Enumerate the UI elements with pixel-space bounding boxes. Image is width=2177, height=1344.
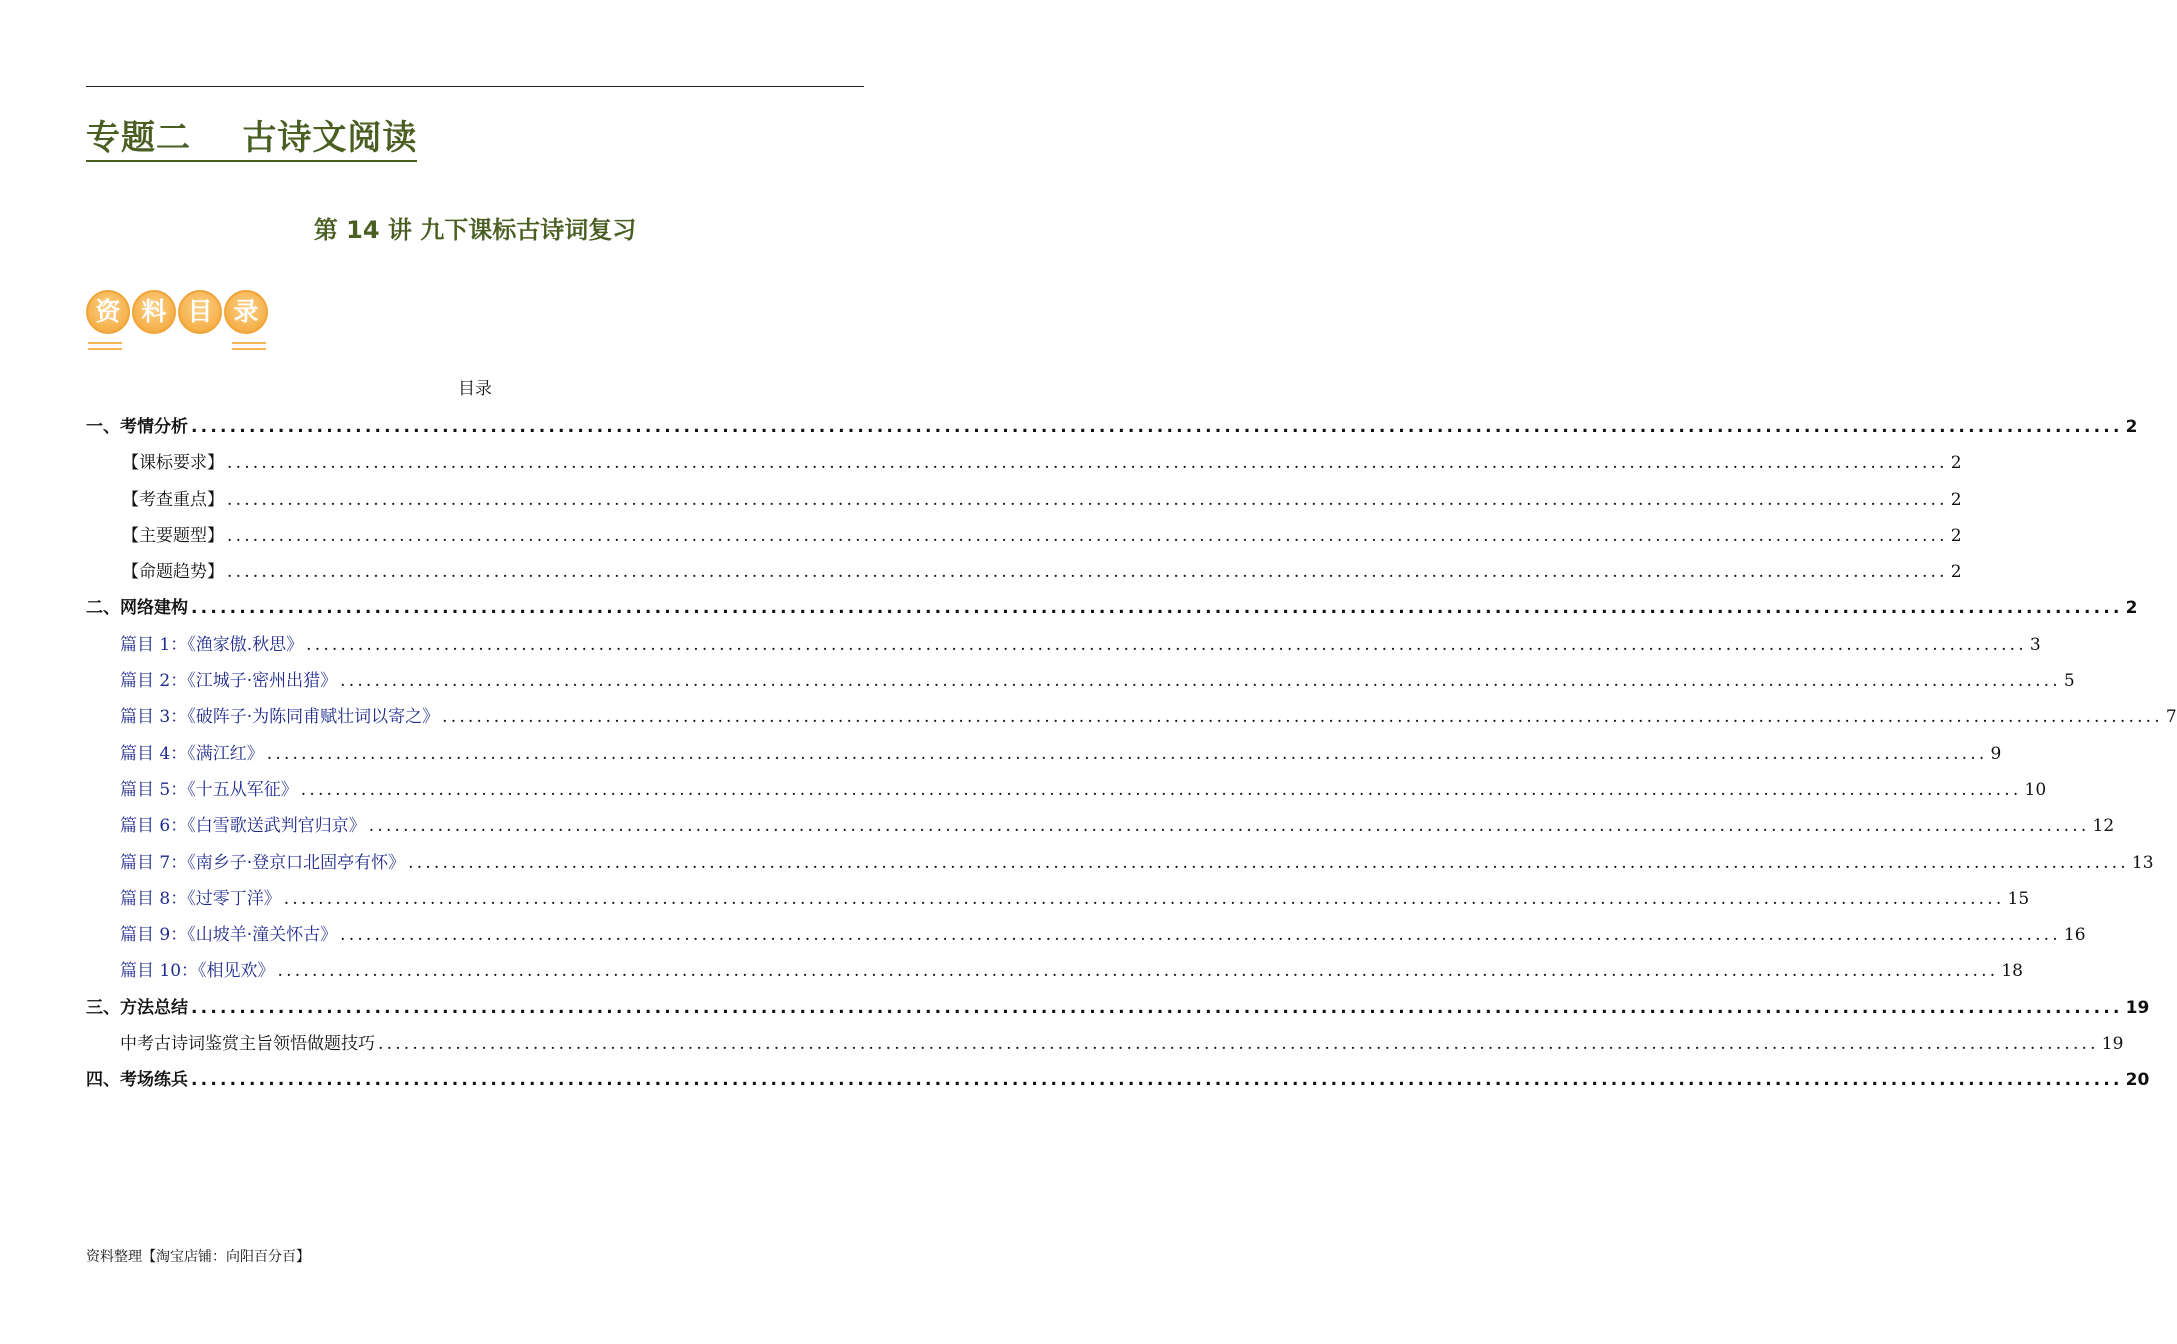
toc-entry-label: 三、方法总结: [86, 997, 188, 1018]
toc-entry-label: 篇目 7：《南乡子·登京口北固亭有怀》: [120, 852, 406, 873]
toc-leader-dots: ........................................................................................................................................................................................................: [306, 634, 2027, 655]
toc-entry[interactable]: [86, 666, 2075, 702]
toc-entry[interactable]: [86, 993, 2150, 1029]
toc-leader-dots: ........................................................................................................................................................................................................: [191, 997, 2123, 1018]
toc-leader-dots: ........................................................................................................................................................................................................: [368, 816, 2090, 837]
toc-entry-page: 5: [2063, 671, 2075, 692]
toc-entry-page: 16: [2063, 925, 2086, 946]
toc-leader-dots: ........................................................................................................................................................................................................: [277, 961, 1999, 982]
toc-entry[interactable]: [86, 593, 2138, 629]
toc-entry-page: 18: [2001, 961, 2023, 982]
toc-entry-page: 15: [2007, 888, 2030, 909]
badge-char-1: 资: [86, 290, 130, 334]
toc-entry[interactable]: [86, 920, 2086, 956]
toc-leader-dots: ........................................................................................................................................................................................................: [227, 489, 1948, 510]
toc-entry[interactable]: [86, 448, 1962, 484]
toc-leader-dots: ........................................................................................................................................................................................................: [191, 1070, 2123, 1091]
toc-leader-dots: ........................................................................................................................................................................................................: [283, 888, 2005, 909]
toc-entry-page: 20: [2125, 1070, 2150, 1091]
badge-underline: [232, 348, 266, 350]
toc-entry-page: 2: [1950, 562, 1962, 583]
toc-entry-label: 篇目 4：《满江红》: [120, 743, 264, 764]
toc-entry-label: 篇目 6：《白雪歌送武判官归京》: [120, 816, 366, 837]
badge-underline: [88, 342, 122, 344]
toc-leader-dots: ........................................................................................................................................................................................................: [408, 852, 2129, 873]
toc-entry-page: 19: [2101, 1034, 2124, 1055]
toc-entry-page: 9: [1990, 743, 2002, 764]
toc-entry-label: 篇目 9：《山坡羊·潼关怀古》: [120, 925, 338, 946]
toc-entry[interactable]: [86, 485, 1962, 521]
toc-leader-dots: ........................................................................................................................................................................................................: [340, 925, 2061, 946]
toc-entry-page: 2: [1950, 525, 1962, 546]
footer-text: 资料整理【淘宝店铺：向阳百分百】: [86, 1249, 310, 1265]
toc-entry-label: 篇目 1：《渔家傲.秋思》: [120, 634, 304, 655]
badge-underline: [88, 348, 122, 350]
table-of-contents: [86, 412, 2177, 1102]
toc-entry[interactable]: [86, 557, 1962, 593]
toc-entry-label: 篇目 3：《破阵子·为陈同甫赋壮词以寄之》: [120, 707, 440, 728]
toc-entry-label: 篇目 2：《江城子·密州出猎》: [120, 671, 338, 692]
toc-leader-dots: ........................................................................................................................................................................................................: [340, 671, 2061, 692]
topic-title: 专题二 古诗文阅读: [86, 116, 417, 162]
toc-entry-page: 2: [1950, 489, 1962, 510]
toc-entry-label: 篇目 5：《十五从军征》: [120, 779, 298, 800]
toc-leader-dots: ........................................................................................................................................................................................................: [191, 598, 2123, 619]
toc-entry[interactable]: [86, 1065, 2150, 1101]
toc-entry[interactable]: [86, 884, 2030, 920]
toc-leader-dots: ........................................................................................................................................................................................................: [227, 525, 1948, 546]
toc-entry[interactable]: [86, 775, 2047, 811]
lecture-title: 第 14 讲 九下课标古诗词复习: [313, 216, 637, 244]
toc-entry-page: 2: [2125, 417, 2138, 437]
toc-entry-label: 【课标要求】: [122, 453, 224, 474]
toc-entry[interactable]: [86, 811, 2115, 847]
toc-entry[interactable]: [86, 848, 2154, 884]
toc-entry[interactable]: [86, 630, 2041, 666]
toc-leader-dots: ........................................................................................................................................................................................................: [227, 562, 1948, 583]
toc-entry-label: 【主要题型】: [122, 525, 224, 546]
toc-leader-dots: ........................................................................................................................................................................................................: [378, 1034, 2099, 1055]
toc-entry-page: 2: [2125, 598, 2138, 619]
badge-underline: [232, 342, 266, 344]
toc-leader-dots: ........................................................................................................................................................................................................: [266, 743, 1988, 764]
toc-entry-page: 10: [2024, 779, 2047, 800]
toc-entry-label: 四、考场练兵: [86, 1070, 188, 1091]
toc-leader-dots: ........................................................................................................................................................................................................: [227, 453, 1948, 474]
toc-entry[interactable]: [86, 956, 2023, 992]
toc-entry-page: 3: [2029, 634, 2041, 655]
toc-entry[interactable]: [86, 702, 2177, 738]
badge-char-3: 目: [178, 290, 222, 334]
toc-entry-label: 二、网络建构: [86, 598, 188, 619]
toc-entry-page: 19: [2125, 997, 2150, 1018]
toc-entry[interactable]: [86, 412, 2138, 448]
toc-entry-label: 篇目 10：《相见欢》: [120, 961, 275, 982]
badge-char-2: 料: [132, 290, 176, 334]
toc-entry-page: 13: [2131, 852, 2154, 873]
toc-heading: 目录: [458, 379, 492, 399]
toc-leader-dots: ........................................................................................................................................................................................................: [442, 707, 2163, 728]
toc-entry-page: 7: [2165, 707, 2177, 728]
toc-entry-page: 12: [2092, 816, 2115, 837]
contents-badge: [86, 288, 276, 354]
toc-entry[interactable]: [86, 521, 1962, 557]
header-rule: [86, 86, 864, 87]
toc-entry-label: 篇目 8：《过零丁洋》: [120, 888, 281, 909]
toc-leader-dots: ........................................................................................................................................................................................................: [300, 779, 2022, 800]
toc-entry-label: 一、考情分析: [86, 417, 188, 437]
toc-entry-page: 2: [1950, 453, 1962, 474]
toc-entry-label: 中考古诗词鉴赏主旨领悟做题技巧: [120, 1034, 375, 1055]
toc-leader-dots: ........................................................................................................................................................................................................: [191, 417, 2123, 437]
toc-entry[interactable]: [86, 739, 2002, 775]
toc-entry[interactable]: [86, 1029, 2124, 1065]
badge-char-4: 录: [224, 290, 268, 334]
toc-entry-label: 【命题趋势】: [122, 562, 224, 583]
toc-entry-label: 【考查重点】: [122, 489, 224, 510]
